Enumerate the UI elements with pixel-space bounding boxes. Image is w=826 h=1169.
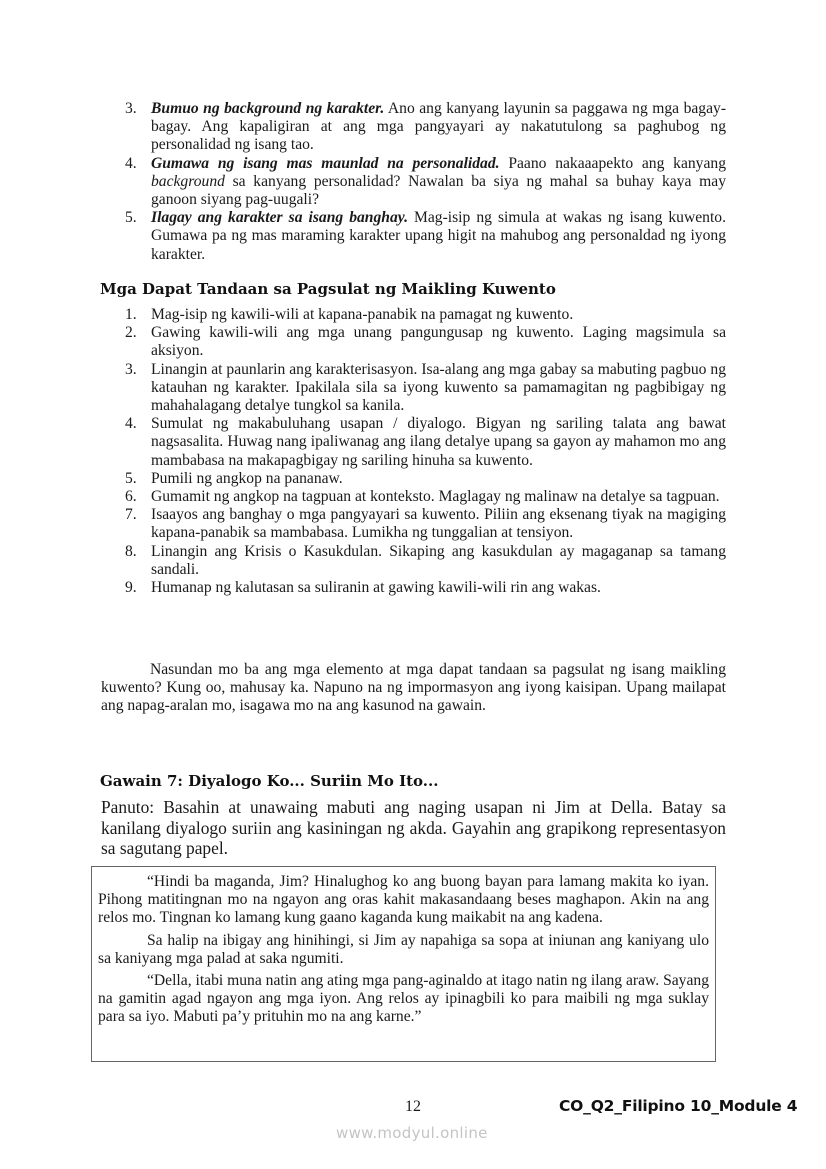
item-number: 4. (125, 415, 137, 433)
item-lead: Bumuo ng background ng karakter. (151, 100, 385, 117)
list-item (125, 488, 726, 506)
list-item (125, 324, 726, 360)
section-heading-tandaan: Mga Dapat Tandaan sa Pagsulat ng Maikling Kuwento (100, 280, 556, 298)
list-item (125, 209, 726, 264)
item-number: 2. (125, 324, 137, 342)
item-text: Linangin ang Krisis o Kasukdulan. Sikaping ang kasukdulan ay magaganap sa tamang sandali. (151, 542, 726, 578)
list-item (125, 361, 726, 416)
list-item (125, 506, 726, 542)
item-number: 3. (125, 360, 137, 378)
item-text: Sumulat ng makabuluhang usapan / diyalogo. Bigyan ng sariling talata ang bawat nagsasalita. Huwag nang ipaliwanag ang ilang detalye upang sa gayon ay mahamon mo ang mambabasa na makapagbigay ng sariling hinuha sa kuwento. (151, 415, 726, 469)
character-steps-list (125, 100, 726, 264)
item-number: 6. (125, 488, 137, 506)
page-number: 12 (405, 1098, 421, 1115)
item-text: sa kanyang personalidad? Nawalan ba siya ng mahal sa buhay kaya may ganoon siyang pag-uugali? (151, 172, 726, 209)
excerpt-paragraph: “Hindi ba maganda, Jim? Hinalughog ko ang buong bayan para lamang makita ko iyan. Pihong matitingnan mo na ngayon ang oras kahit makasandaang beses maghapon. Akin na ang relos mo. Tingnan ko lamang kung gaano kaganda kung maikabit na ang kadena. (98, 873, 709, 927)
excerpt-paragraph: “Della, itabi muna natin ang ating mga pang-aginaldo at itago natin ng ilang araw. Sayang na gamitin agad ngayon ang mga iyon. Ang relos ay ipinagbili ko para maibili ng mga suklay para sa iyo. Mabuti pa’y prituhin mo na ang karne.” (98, 972, 709, 1026)
dialogue-excerpt-box (91, 866, 716, 1062)
watermark: www.modyul.online (336, 1124, 488, 1142)
writing-tips-list (125, 306, 726, 597)
item-number: 5. (125, 469, 137, 487)
list-item (125, 470, 726, 488)
list-item (125, 155, 726, 210)
item-text: Humanap ng kalutasan sa suliranin at gawing kawili-wili rin ang wakas. (151, 579, 601, 597)
list-item (125, 415, 726, 470)
summary-paragraph: Nasundan mo ba ang mga elemento at mga dapat tandaan sa pagsulat ng isang maikling kuwento? Kung oo, mahusay ka. Napuno na ng impormasyon ang iyong kaisipan. Upang mailapat ang napag-aralan mo, isagawa mo na ang kasunod na gawain. (101, 661, 726, 715)
instructions-paragraph: Panuto: Basahin at unawaing mabuti ang naging usapan ni Jim at Della. Batay sa kanilang diyalogo suriin ang kasiningan ng akda. Gayahin ang grapikong representasyon sa sagutang papel. (101, 797, 726, 858)
item-text: Gawing kawili-wili ang mga unang pangungusap ng kuwento. Laging magsimula sa aksiyon. (151, 324, 726, 360)
item-text: Isaayos ang banghay o mga pangyayari sa kuwento. Piliin ang eksenang tiyak na magiging kapana-panabik sa mambabasa. Lumikha ng tunggalian at tensiyon. (151, 506, 726, 542)
item-text: Paano nakaaapekto ang kanyang (499, 154, 726, 172)
item-number: 5. (125, 209, 137, 227)
item-number: 4. (125, 154, 137, 172)
list-item (125, 306, 726, 324)
list-item (125, 100, 726, 155)
item-lead: Ilagay ang karakter sa isang banghay. (151, 209, 408, 227)
module-code: CO_Q2_Filipino 10_Module 4 (559, 1097, 798, 1115)
item-text: Pumili ng angkop na pananaw. (151, 469, 343, 487)
item-number: 1. (125, 306, 137, 323)
list-item (125, 543, 726, 579)
excerpt-paragraph: Sa halip na ibigay ang hinihingi, si Jim ay napahiga sa sopa at iniunan ang kaniyang ulo sa kaniyang mga palad at saka ngumiti. (98, 931, 709, 967)
item-italic-term: background (151, 172, 225, 190)
item-number: 9. (125, 579, 137, 597)
item-number: 3. (125, 100, 137, 117)
item-text: Mag-isip ng kawili-wili at kapana-panabik na pamagat ng kuwento. (151, 306, 574, 323)
item-text: Ano ang kanyang layunin sa paggawa ng mga bagay-bagay. Ang kapaligiran at ang mga pangyayari ay nakatutulong sa paghubog ng personalidad ng isang tao. (151, 100, 727, 154)
item-number: 7. (125, 506, 137, 524)
activity-heading: Gawain 7: Diyalogo Ko... Suriin Mo Ito... (100, 772, 439, 790)
item-text: Mag-isip ng simula at wakas ng isang kuwento. Gumawa pa ng mas maraming karakter upang higit na mahubog ang personaldad ng iyong karakter. (151, 209, 726, 263)
item-lead: Gumawa ng isang mas maunlad na personalidad. (151, 154, 500, 172)
item-number: 8. (125, 542, 137, 560)
list-item (125, 579, 726, 597)
item-text: Linangin at paunlarin ang karakterisasyon. Isa-alang ang mga gabay sa mabuting pagbuo ng katauhan ng karakter. Ipakilala sila sa iyong kuwento sa pamamagitan ng pagbibigay ng mahahalagang detalye tungkol sa kanila. (151, 360, 726, 415)
item-text: Gumamit ng angkop na tagpuan at konteksto. Maglagay ng malinaw na detalye sa tagpuan. (151, 488, 720, 506)
